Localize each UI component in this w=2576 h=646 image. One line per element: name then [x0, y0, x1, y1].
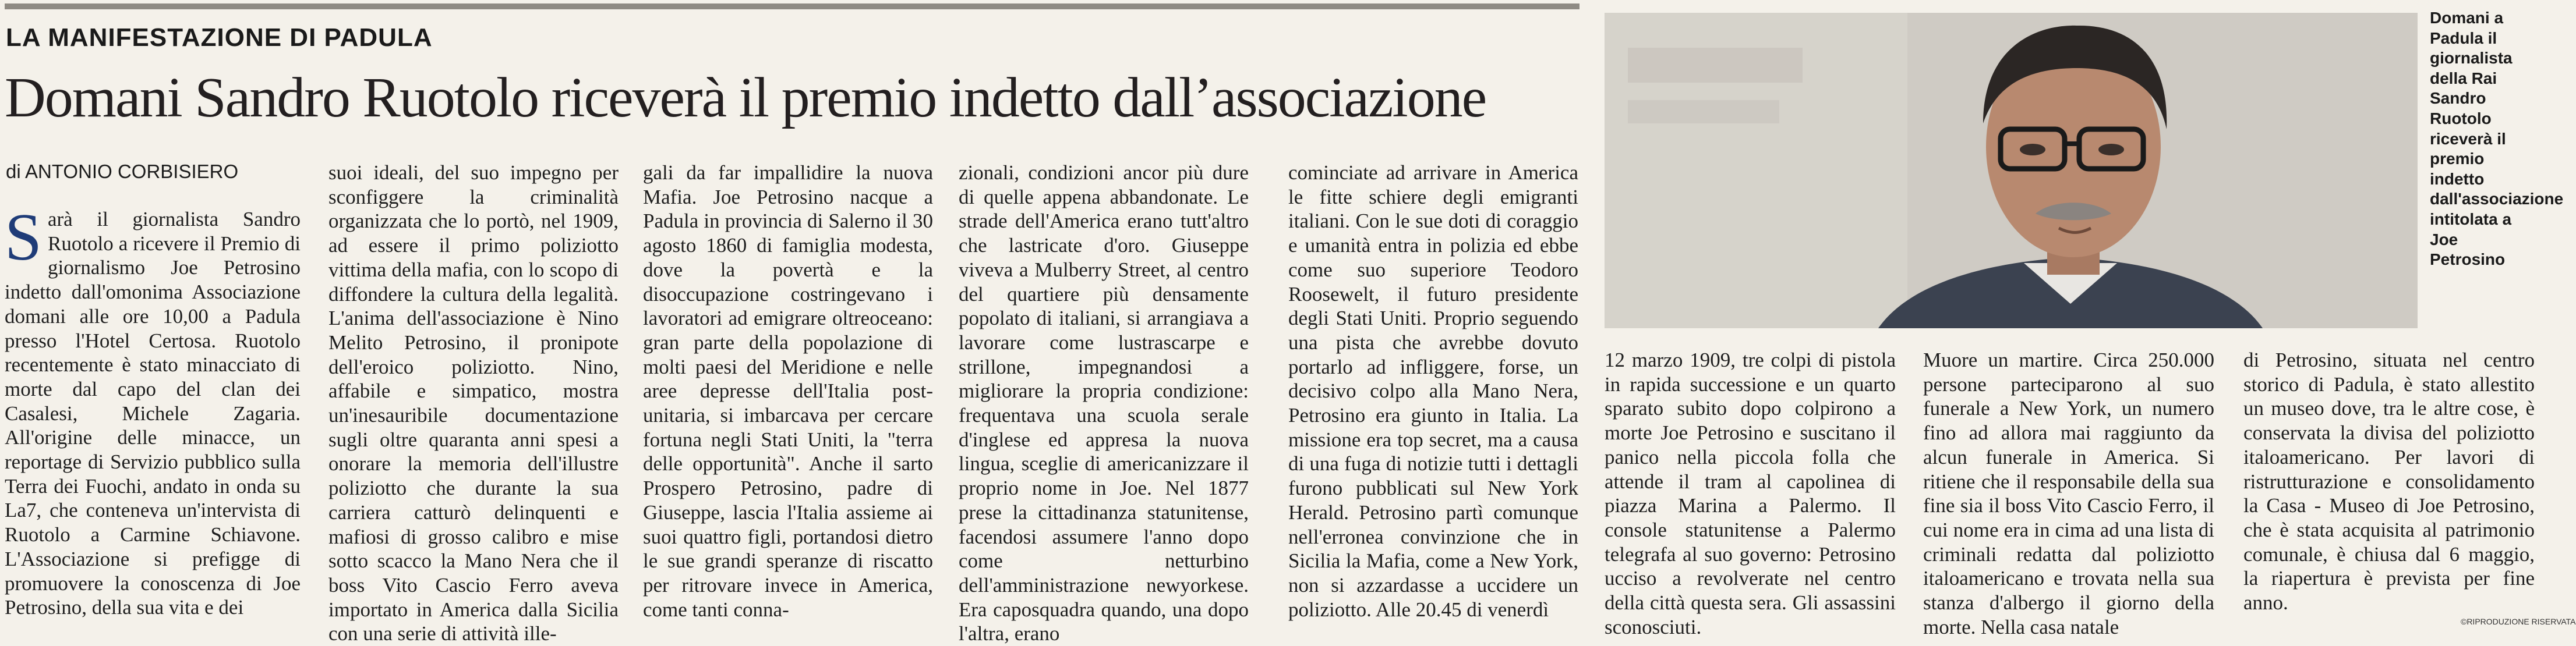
text-column-4: zionali, condizioni ancor più dure di quelle appena abbandonate. Le strade dell'America erano tutt'altro che lastricate d'oro. Giuseppe viveva a Mulberry Street, al centro del quartiere più densamente popolato di italiani, si arrangiava a lavorare come lustrascarpe e strillone, impegnandosi a migliorare la propria condizione: frequentava una scuola serale d'inglese ed appresa la nuova lingua, sceglie di americanizzare il proprio nome in Joe. Nel 1877 prese la cittadinanza statunitense, facendosi assumere l'anno dopo come netturbino dell'amministrazione newyorkese. Era caposquadra quando, una dopo l'altra, erano [959, 161, 1249, 645]
section-kicker: LA MANIFESTAZIONE DI PADULA [6, 23, 433, 52]
drop-cap: S [5, 200, 42, 274]
text-column-8: di Petrosino, situata nel centro storico di Padula, è stato allestito un museo dove, tra le altre cose, è conservata la divisa del poliziotto italoamericano. Per lavori di ristrutturazione e consolidamento la Casa - Museo di Joe Petrosino, che è stata acquisita al patrimonio comunale, è chiusa dal 6 maggio, la riapertura è prevista per fine anno. [2243, 349, 2535, 615]
text-column-3: gali da far impallidire la nuova Mafia. Joe Petrosino nacque a Padula in provincia di Salerno il 30 agosto 1860 di famiglia modesta, dove la povertà e la disoccupazione costringevano i lavoratori ad emigrare oltreoceano: gran parte della popolazione di molti paesi del Meridione e nelle aree depresse dell'Italia post-unitaria, si imbarcava per cercare fortuna negli Stati Uniti, la "terra delle opportunità". Anche il sarto Prospero Petrosino, padre di Giuseppe, lascia l'Italia assieme ai suoi quattro figli, portandosi dietro le sue grandi speranze di riscatto per ritrovare invece in America, come tanti conna- [643, 161, 933, 621]
text-column-6: 12 marzo 1909, tre colpi di pistola in rapida successione e un quarto sparato subito dopo colpirono a morte Joe Petrosino e suscitano il panico nella piccola folla che attende il tram al capolinea di piazza Marina a Palermo. Il console statunitense a Palermo telegrafa al suo governo: Petrosino ucciso a revolverate nel centro della città questa sera. Gli assassini sconosciuti. [1605, 349, 1896, 638]
portrait-photo [1605, 13, 2418, 328]
portrait-illustration [1605, 13, 2418, 328]
text-column-5: cominciate ad arrivare in America le fitte schiere degli emigranti italiani. Con le sue doti di coraggio e umanità entra in polizia ed ebbe come suo superiore Teodoro Roosewelt, il futuro presidente degli Stati Uniti. Proprio seguendo una pista che avrebbe dovuto portarlo ad infliggere, forse, un decisivo colpo alla Mano Nera, Petrosino era giunto in Italia. La missione era top secret, ma a causa di una fuga di notizie tutti i dettagli furono pubblicati sul New York Herald. Petrosino partì comunque nell'erronea convinzione che in Sicilia la Mafia, come a New York, non si azzardasse a uccidere un poliziotto. Alle 20.45 di venerdì [1288, 161, 1578, 621]
text-column-2: suoi ideali, del suo impegno per sconfiggere la criminalità organizzata che lo portò, nel 1909, ad essere il primo poliziotto vittima della mafia, con lo scopo di diffondere la cultura della legalità. L'anima dell'associazione è Nino Melito Petrosino, il pronipote dell'eroico poliziotto. Nino, affabile e simpatico, mostra un'inesauribile documentazione sugli oltre quaranta anni spesi a onorare la memoria dell'illustre poliziotto che durante la sua carriera catturò delinquenti e mafiosi di grosso calibro e mise sotto scacco la Mano Nera che il boss Vito Cascio Ferro aveva importato in America dalla Sicilia con una serie di attività ille- [328, 161, 619, 645]
copyright-notice: ©RIPRODUZIONE RISERVATA [2461, 617, 2576, 626]
column-text: arà il giornalista Sandro Ruotolo a ricevere il Premio di giornalismo Joe Petrosino indetto dall'omonima Associazione domani alle ore 10,00 a Padula presso l'Hotel Certosa. Ruotolo recentemente è stato minacciato di morte dal capo del clan dei Casalesi, Michele Zagaria. All'origine delle minacce, un reportage di Servizio pubblico sulla Terra dei Fuochi, andato in onda su La7, che conteneva un'intervista di Ruotolo a Carmine Schiavone. L'Associazione si prefigge di promuovere la conoscenza di Joe Petrosino, della sua vita e dei [5, 208, 301, 619]
top-rule [5, 3, 1579, 9]
headline: Domani Sandro Ruotolo riceverà il premio indetto dall’associazione [5, 66, 1486, 129]
photo-caption: Domani a Padula il giornalista della Rai Sandro Ruotolo riceverà il premio indetto dall'associazione intitolata a Joe Petrosino [2430, 9, 2564, 269]
text-column-7: Muore un martire. Circa 250.000 persone parteciparono al suo funerale a New York, un numero fino ad allora mai raggiunto da alcun funerale in America. Si ritiene che il responsabile della sua fine sia il boss Vito Cascio Ferro, il cui nome era in cima ad una lista di criminali redatta dal poliziotto italoamericano e trovata nella sua stanza d'albergo il giorno della morte. Nella casa natale [1923, 349, 2214, 638]
byline: di ANTONIO CORBISIERO [6, 161, 239, 182]
text-column-1 [5, 200, 301, 625]
